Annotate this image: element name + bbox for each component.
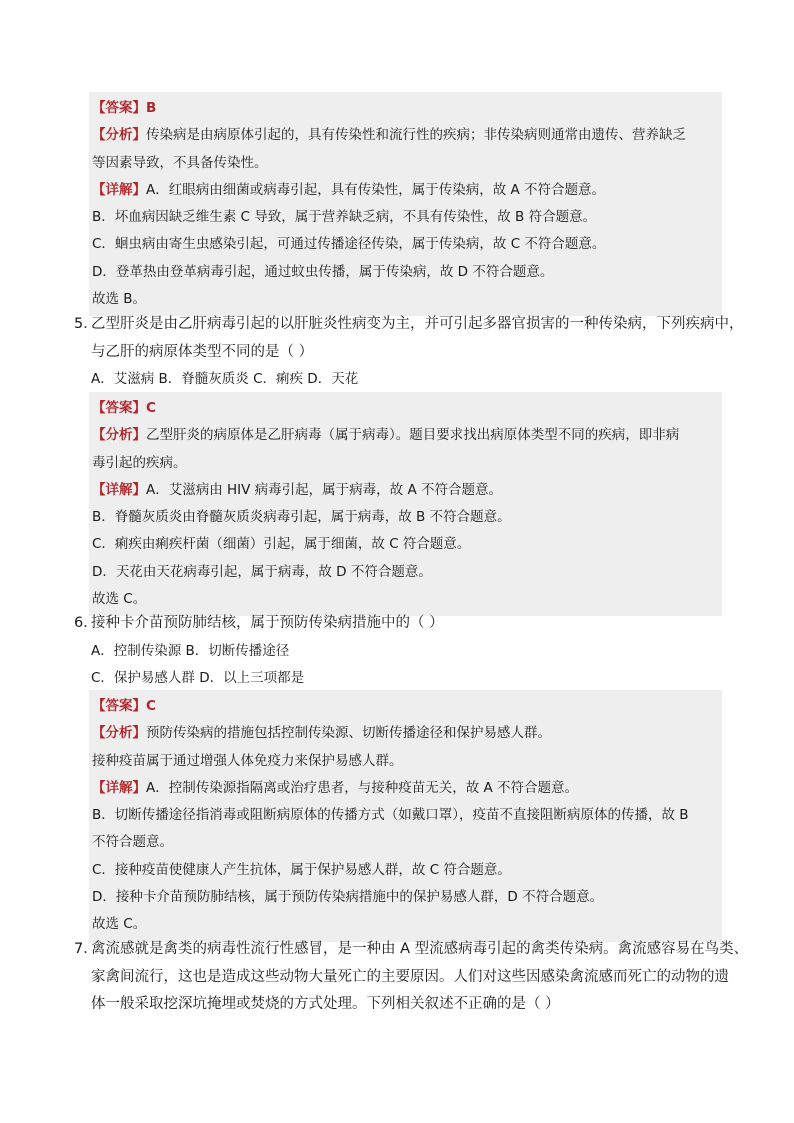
answer-tag: 【答案】 [92, 100, 146, 116]
detail-d: D．登革热由登革病毒引起，通过蚊虫传播，属于传染病，故 D 不符合题意。 [92, 263, 554, 280]
conclusion: 故选 B。 [92, 291, 147, 308]
question-number: 5． [74, 316, 98, 332]
stem-text: 接种卡介苗预防肺结核，属于预防传染病措施中的（ ） [91, 615, 444, 631]
conclusion: 故选 C。 [92, 916, 147, 933]
answer-value: C [146, 400, 156, 416]
detail-b: B．脊髓灰质炎由脊髓灰质炎病毒引起，属于病毒，故 B 不符合题意。 [92, 509, 511, 526]
detail-line [92, 477, 722, 504]
stem-text-cont: 与乙肝的病原体类型不同的是（ ） [91, 343, 314, 360]
answer-block-q5 [89, 392, 722, 616]
detail-line [92, 177, 722, 204]
analysis-text-cont: 等因素导致，不具备传染性。 [92, 154, 268, 171]
question-stem [74, 936, 749, 964]
question-stem [74, 610, 744, 638]
analysis-line [92, 720, 722, 747]
analysis-text-cont: 接种疫苗属于通过增强人体免疫力来保护易感人群。 [92, 752, 403, 769]
detail-b-cont: 不符合题意。 [92, 834, 173, 851]
detail-c: C．痢疾由痢疾杆菌（细菌）引起，属于细菌，故 C 符合题意。 [92, 536, 471, 553]
question-6 [74, 610, 744, 693]
detail-line [92, 775, 722, 802]
detail-a: A．红眼病由细菌或病毒引起，具有传染性，属于传染病，故 A 不符合题意。 [146, 181, 606, 198]
detail-tag: 【详解】 [92, 779, 146, 796]
detail-tag: 【详解】 [92, 181, 146, 198]
detail-d: D．接种卡介苗预防肺结核，属于预防传染病措施中的保护易感人群，D 不符合题意。 [92, 889, 604, 906]
detail-tag: 【详解】 [92, 481, 146, 498]
analysis-tag: 【分析】 [92, 725, 146, 742]
analysis-text: 预防传染病的措施包括控制传染源、切断传播途径和保护易感人群。 [146, 725, 551, 742]
analysis-tag: 【分析】 [92, 427, 146, 444]
answer-tag: 【答案】 [92, 698, 146, 714]
question-number: 7． [74, 941, 98, 957]
detail-b: B．坏血病因缺乏维生素 C 导致，属于营养缺乏病，不具有传染性，故 B 符合题意。 [92, 209, 597, 226]
stem-text-cont-2: 体一般采取挖深坑掩埋或焚烧的方式处理。下列相关叙述不正确的是（ ） [91, 996, 560, 1012]
question-options-row-1: A．控制传染源 B．切断传播途径 [91, 642, 290, 659]
analysis-text-cont: 毒引起的疾病。 [92, 454, 187, 471]
detail-b: B．切断传播途径指消毒或阻断病原体的传播方式（如戴口罩），疫苗不直接阻断病原体的传播，故 B [92, 807, 689, 824]
question-options: A．艾滋病 B．脊髓灰质炎 C．痢疾 D．天花 [91, 371, 359, 387]
stem-text: 乙型肝炎是由乙肝病毒引起的以肝脏炎性病变为主，并可引起多器官损害的一种传染病，下列疾病中， [91, 316, 744, 332]
answer-tag: 【答案】 [92, 400, 146, 416]
detail-a: A．艾滋病由 HIV 病毒引起，属于病毒，故 A 不符合题意。 [146, 481, 503, 498]
question-options-row-2: C．保护易感人群 D．以上三项都是 [91, 670, 305, 686]
question-5 [74, 311, 744, 394]
analysis-line [92, 122, 722, 149]
answer-value: C [146, 698, 156, 714]
detail-a: A．控制传染源指隔离或治疗患者，与接种疫苗无关，故 A 不符合题意。 [146, 779, 579, 796]
question-stem [74, 311, 744, 339]
detail-d: D．天花由天花病毒引起，属于病毒，故 D 不符合题意。 [92, 563, 432, 580]
answer-value: B [146, 100, 157, 116]
answer-block-q6 [89, 690, 722, 942]
detail-c: C．接种疫苗使健康人产生抗体，属于保护易感人群，故 C 符合题意。 [92, 861, 511, 878]
stem-text-cont-1: 家禽间流行，这也是造成这些动物大量死亡的主要原因。人们对这些因感染禽流感而死亡的动物的遗 [91, 968, 729, 985]
detail-c: C．蛔虫病由寄生虫感染引起，可通过传播途径传染，属于传染病，故 C 不符合题意。 [92, 236, 606, 253]
question-7 [74, 936, 749, 1019]
analysis-text: 乙型肝炎的病原体是乙肝病毒（属于病毒）。题目要求找出病原体类型不同的疾病，即非病 [146, 427, 680, 444]
stem-text: 禽流感就是禽类的病毒性流行性感冒，是一种由 A 型流感病毒引起的禽类传染病。禽流感容易在鸟类、 [91, 941, 749, 957]
conclusion: 故选 C。 [92, 591, 147, 608]
answer-line [92, 395, 722, 422]
analysis-tag: 【分析】 [92, 127, 146, 144]
answer-block-q4 [89, 92, 722, 316]
answer-line [92, 95, 722, 122]
analysis-text: 传染病是由病原体引起的，具有传染性和流行性的疾病；非传染病则通常由遗传、营养缺乏 [146, 127, 686, 144]
question-number: 6． [74, 615, 98, 631]
analysis-line [92, 422, 722, 449]
answer-line [92, 693, 722, 720]
